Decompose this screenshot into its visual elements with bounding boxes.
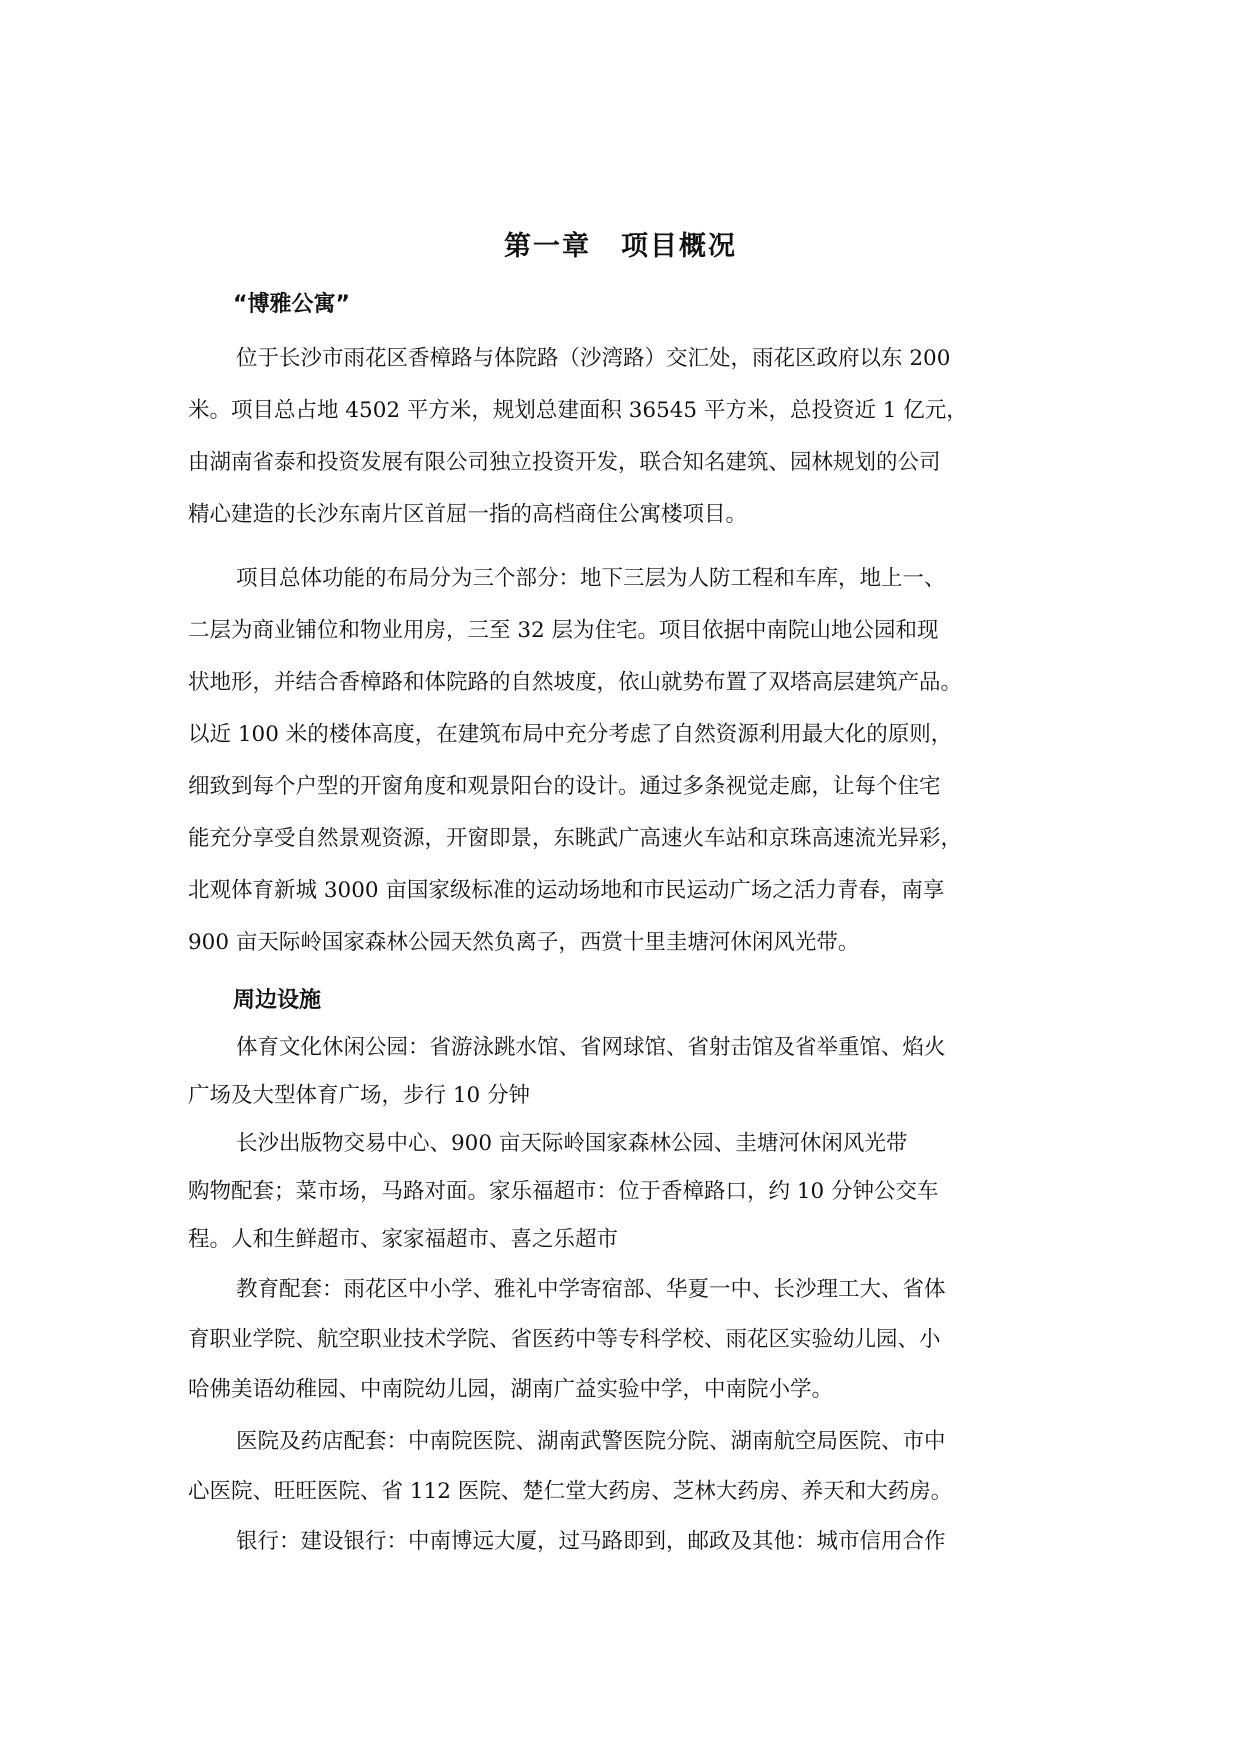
project-heading: “博雅公寓” (233, 292, 350, 317)
facilities-line: 育职业学院、航空职业技术学院、省医药中等专科学校、雨花区实验幼儿园、小 (188, 1327, 941, 1352)
facilities-line: 心医院、旺旺医院、省 112 医院、楚仁堂大药房、芝林大药房、养天和大药房。 (188, 1479, 953, 1504)
facilities-line: 哈佛美语幼稚园、中南院幼儿园，湖南广益实验中学，中南院小学。 (188, 1377, 834, 1402)
facilities-line: 购物配套；菜市场，马路对面。家乐福超市：位于香樟路口，约 10 分钟公交车 (188, 1179, 939, 1204)
intro-line: 由湖南省泰和投资发展有限公司独立投资开发，联合知名建筑、园林规划的公司 (188, 450, 941, 475)
facilities-line: 程。人和生鲜超市、家家福超市、喜之乐超市 (188, 1227, 619, 1252)
chapter-name: 项目概况 (621, 231, 737, 262)
layout-line: 状地形，并结合香樟路和体院路的自然坡度，依山就势布置了双塔高层建筑产品。 (188, 670, 963, 695)
layout-line: 二层为商业铺位和物业用房，三至 32 层为住宅。项目依据中南院山地公园和现 (188, 618, 939, 643)
facilities-line: 医院及药店配套：中南院医院、湖南武警医院分院、湖南航空局医院、市中 (236, 1429, 946, 1454)
layout-line: 以近 100 米的楼体高度，在建筑布局中充分考虑了自然资源利用最大化的原则， (188, 722, 953, 747)
intro-line: 位于长沙市雨花区香樟路与体院路（沙湾路）交汇处，雨花区政府以东 200 (236, 346, 951, 371)
facilities-line: 教育配套：雨花区中小学、雅礼中学寄宿部、华夏一中、长沙理工大、省体 (236, 1277, 946, 1302)
facilities-line: 银行：建设银行：中南博远大厦，过马路即到，邮政及其他：城市信用合作 (236, 1529, 946, 1554)
layout-line: 900 亩天际岭国家森林公园天然负离子，西赏十里圭塘河休闲风光带。 (188, 930, 860, 955)
layout-line: 能充分享受自然景观资源，开窗即景，东眺武广高速火车站和京珠高速流光异彩， (188, 826, 963, 851)
intro-line: 米。项目总占地 4502 平方米，规划总建面积 36545 平方米，总投资近 1 亿元， (188, 398, 968, 423)
facilities-line: 广场及大型体育广场，步行 10 分钟 (188, 1083, 531, 1108)
layout-line: 细致到每个户型的开窗角度和观景阳台的设计。通过多条视觉走廊，让每个住宅 (188, 774, 941, 799)
facilities-line: 长沙出版物交易中心、900 亩天际岭国家森林公园、圭塘河休闲风光带 (236, 1131, 908, 1156)
intro-line: 精心建造的长沙东南片区首屈一指的高档商住公寓楼项目。 (188, 502, 748, 527)
layout-line: 项目总体功能的布局分为三个部分：地下三层为人防工程和车库，地上一、 (236, 566, 946, 591)
facilities-line: 体育文化休闲公园：省游泳跳水馆、省网球馆、省射击馆及省举重馆、焰火 (236, 1035, 946, 1060)
chapter-number: 第一章 (504, 231, 591, 262)
chapter-title (0, 224, 1241, 263)
layout-line: 北观体育新城 3000 亩国家级标准的运动场地和市民运动广场之活力青春，南享 (188, 878, 945, 903)
facilities-heading: 周边设施 (233, 988, 322, 1013)
